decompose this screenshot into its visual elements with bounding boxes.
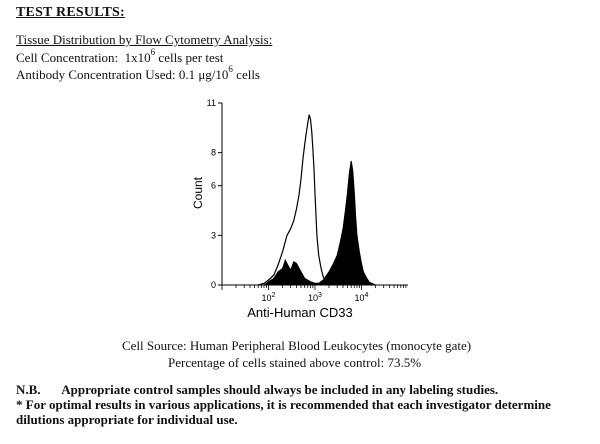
section-subtitle: Tissue Distribution by Flow Cytometry Analysis: xyxy=(16,32,273,47)
cell-concentration-prefix: Cell Concentration: xyxy=(16,50,119,65)
dilution-note-line-2: dilutions appropriate for individual use. xyxy=(16,412,238,427)
page-title: TEST RESULTS: xyxy=(16,5,125,20)
y-tick-label: 3 xyxy=(210,230,216,241)
y-tick-label: 8 xyxy=(210,147,216,158)
antibody-concentration-suffix: cells xyxy=(236,67,260,82)
nb-note xyxy=(16,382,498,398)
flow-cytometry-histogram xyxy=(180,95,420,335)
series-filled-area xyxy=(264,161,376,285)
cell-concentration-suffix: cells per test xyxy=(158,50,224,65)
nb-text: Appropriate control samples should always be included in any labeling studies. xyxy=(61,382,499,397)
y-tick-label: 11 xyxy=(206,98,216,108)
x-tick-label: $10^2$ xyxy=(261,292,276,303)
antibody-concentration-prefix: Antibody Concentration Used: 0.1 μg/10 xyxy=(16,67,229,82)
y-tick-label: 0 xyxy=(210,280,216,290)
cell-concentration-exponent: 6 xyxy=(150,47,156,57)
series-outline-line xyxy=(258,115,333,285)
plot-area xyxy=(258,115,375,285)
antibody-concentration-exponent: 6 xyxy=(228,64,233,74)
cell-concentration-base: 1x10 xyxy=(124,50,151,65)
x-axis-label: Anti-Human CD33 xyxy=(247,305,353,320)
cell-source-text: Cell Source: Human Peripheral Blood Leukocytes (monocyte gate) xyxy=(122,338,472,353)
percent-stained-text: Percentage of cells stained above control: 73.5% xyxy=(168,355,422,370)
x-tick-label: $10^3$ xyxy=(308,292,322,303)
y-tick-label: 6 xyxy=(210,180,216,191)
x-tick-label: $10^4$ xyxy=(354,292,369,303)
nb-label: N.B. xyxy=(16,382,41,397)
dilution-note-line-1: * For optimal results in various applications, it is recommended that each investigator determine xyxy=(16,397,551,412)
antibody-concentration xyxy=(16,64,260,83)
y-axis-label: Count xyxy=(191,176,205,210)
cell-concentration xyxy=(16,47,224,66)
